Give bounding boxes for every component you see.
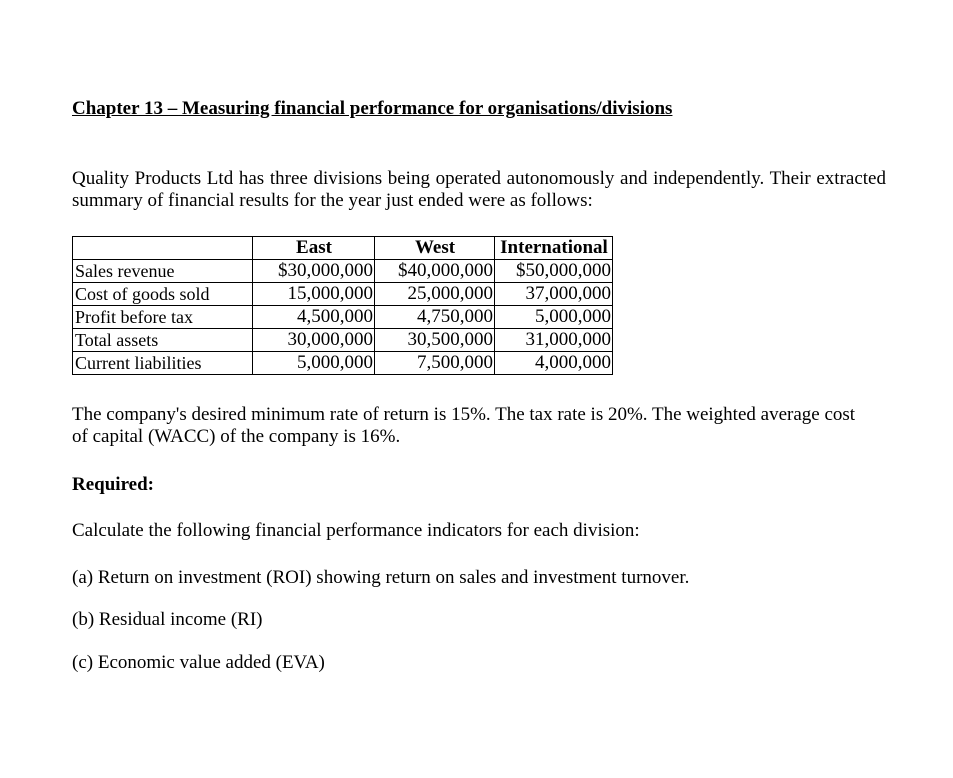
- cell-east: 5,000,000: [253, 352, 375, 375]
- item-eva: (c) Economic value added (EVA): [72, 652, 325, 673]
- table-row: [73, 283, 613, 306]
- header-international: International: [495, 237, 613, 260]
- page-title: Chapter 13 – Measuring financial performance for organisations/divisions: [72, 98, 673, 119]
- cell-international: 31,000,000: [495, 329, 613, 352]
- cell-east: 4,500,000: [253, 306, 375, 329]
- row-label: Sales revenue: [73, 260, 253, 283]
- table-row: [73, 329, 613, 352]
- financial-results-table: [72, 236, 613, 375]
- cell-west: 4,750,000: [375, 306, 495, 329]
- instruction-text: Calculate the following financial performance indicators for each division:: [72, 520, 640, 541]
- cell-west: 30,500,000: [375, 329, 495, 352]
- table-row: [73, 260, 613, 283]
- cell-west: 7,500,000: [375, 352, 495, 375]
- required-heading: Required:: [72, 474, 154, 495]
- header-west: West: [375, 237, 495, 260]
- cell-east: $30,000,000: [253, 260, 375, 283]
- header-blank: [73, 237, 253, 260]
- row-label: Total assets: [73, 329, 253, 352]
- rates-paragraph: The company's desired minimum rate of return is 15%. The tax rate is 20%. The weighted average cost of capital (WACC) of the company is 16%.: [72, 404, 856, 447]
- cell-international: $50,000,000: [495, 260, 613, 283]
- row-label: Cost of goods sold: [73, 283, 253, 306]
- item-roi: (a) Return on investment (ROI) showing return on sales and investment turnover.: [72, 567, 690, 588]
- intro-paragraph: Quality Products Ltd has three divisions being operated autonomously and independently. Their extracted summary of financial results for the year just ended were as follows:: [72, 168, 886, 211]
- header-east: East: [253, 237, 375, 260]
- table-row: [73, 352, 613, 375]
- table-header-row: [73, 237, 613, 260]
- row-label: Profit before tax: [73, 306, 253, 329]
- cell-international: 5,000,000: [495, 306, 613, 329]
- cell-west: $40,000,000: [375, 260, 495, 283]
- cell-west: 25,000,000: [375, 283, 495, 306]
- cell-international: 37,000,000: [495, 283, 613, 306]
- cell-east: 15,000,000: [253, 283, 375, 306]
- cell-international: 4,000,000: [495, 352, 613, 375]
- cell-east: 30,000,000: [253, 329, 375, 352]
- item-ri: (b) Residual income (RI): [72, 609, 263, 630]
- table-row: [73, 306, 613, 329]
- row-label: Current liabilities: [73, 352, 253, 375]
